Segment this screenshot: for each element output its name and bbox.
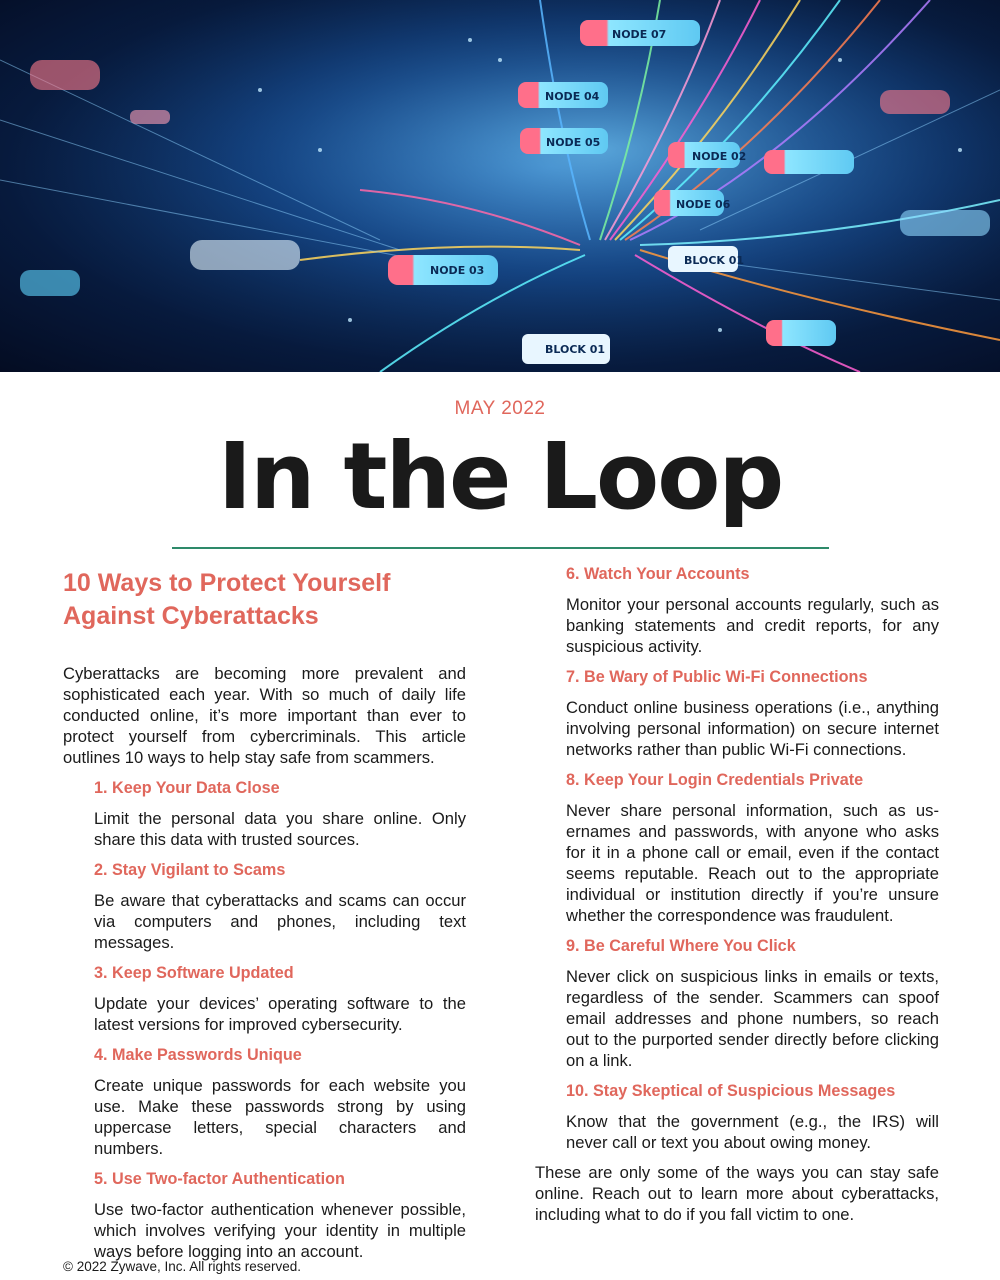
newsletter-title: In the Loop <box>217 423 783 530</box>
tip-body: Conduct online business operations (i.e., anything involving personal information) on secure internet networks rather than public Wi-Fi connections. <box>566 698 939 759</box>
tip-heading: 2. Stay Vigilant to Scams <box>94 861 286 879</box>
article-intro: Cyberattacks are becoming more prevalent and sophisticated each year. With so much of daily life conducted online, it’s more important than ever to protect yourself from cybercriminals. This article outlines 10 ways to help stay safe from scammers. <box>63 664 466 767</box>
tip-item <box>566 564 939 657</box>
tip-item <box>566 770 939 926</box>
svg-text:NODE 04: NODE 04 <box>545 90 600 103</box>
tip-body: Limit the personal data you share online. Only share this data with trusted sources. <box>94 809 466 849</box>
tip-item <box>94 778 466 850</box>
tip-heading: 7. Be Wary of Public Wi-Fi Connections <box>566 668 868 686</box>
hero-image <box>0 0 1000 372</box>
article-title: 10 Ways to Protect Yourself Against Cyberattacks <box>63 569 391 630</box>
tip-body: Use two-factor authentication whenever possible, which involves verifying your identity in multiple ways before logging into an account. <box>94 1200 466 1261</box>
tip-body: Never share personal information, such as usernames and passwords, with anyone who asks for it in a phone call or email, even if the contact seems reputable. Reach out to the appropriate individual or institution directly if you’re unsure whether the correspondence was fraudulent. <box>566 801 939 925</box>
svg-text:NODE 03: NODE 03 <box>430 264 485 277</box>
svg-text:NODE 06: NODE 06 <box>676 198 731 211</box>
issue-date: MAY 2022 <box>454 398 546 419</box>
network-illustration <box>0 0 1000 372</box>
left-column <box>63 567 466 1262</box>
tip-item <box>94 860 466 953</box>
tip-body: Update your devices’ operating software to the latest versions for improved cybersecurity. <box>94 994 466 1034</box>
tip-item <box>566 936 939 1071</box>
tip-body: Be aware that cyberattacks and scams can occur via computers and phones, including text messages. <box>94 891 466 952</box>
copyright-notice: © 2022 Zywave, Inc. All rights reserved. <box>63 1259 302 1274</box>
tip-heading: 5. Use Two-factor Authentication <box>94 1170 345 1188</box>
tip-item <box>94 963 466 1035</box>
tip-body: Never click on suspicious links in emails or texts, regardless of the sender. Scammers can spoof email addresses and phone numbers, so reach out to the purported sender directly before clicking on a link. <box>566 967 939 1070</box>
tip-heading: 6. Watch Your Accounts <box>566 565 750 583</box>
divider-rule <box>172 547 829 549</box>
tip-heading: 9. Be Careful Where You Click <box>566 937 796 955</box>
svg-text:NODE 05: NODE 05 <box>546 136 601 149</box>
tip-item <box>566 1081 939 1153</box>
right-column <box>535 564 939 1225</box>
tip-item <box>94 1169 466 1262</box>
tip-heading: 10. Stay Skeptical of Suspicious Messages <box>566 1082 896 1100</box>
tip-heading: 8. Keep Your Login Credentials Private <box>566 771 864 789</box>
tip-item <box>94 1045 466 1159</box>
tip-heading: 4. Make Passwords Unique <box>94 1046 302 1064</box>
svg-text:NODE 07: NODE 07 <box>612 28 667 41</box>
tip-body: Create unique passwords for each website you use. Make these passwords strong by using uppercase letters, special characters and numbers. <box>94 1076 466 1158</box>
tip-body: Monitor your personal accounts regularly, such as banking statements and credit reports, for any suspicious activity. <box>566 595 939 656</box>
tip-body: Know that the government (e.g., the IRS) will never call or text you about owing money. <box>566 1112 939 1152</box>
article-closing: These are only some of the ways you can stay safe online. Reach out to learn more about cyberattacks, including what to do if you fall victim to one. <box>535 1163 939 1224</box>
tip-heading: 3. Keep Software Updated <box>94 964 294 982</box>
svg-text:BLOCK 01: BLOCK 01 <box>545 343 606 356</box>
tip-heading: 1. Keep Your Data Close <box>94 779 280 797</box>
svg-text:NODE 02: NODE 02 <box>692 150 747 163</box>
tip-item <box>566 667 939 760</box>
svg-text:BLOCK 01: BLOCK 01 <box>684 254 745 267</box>
